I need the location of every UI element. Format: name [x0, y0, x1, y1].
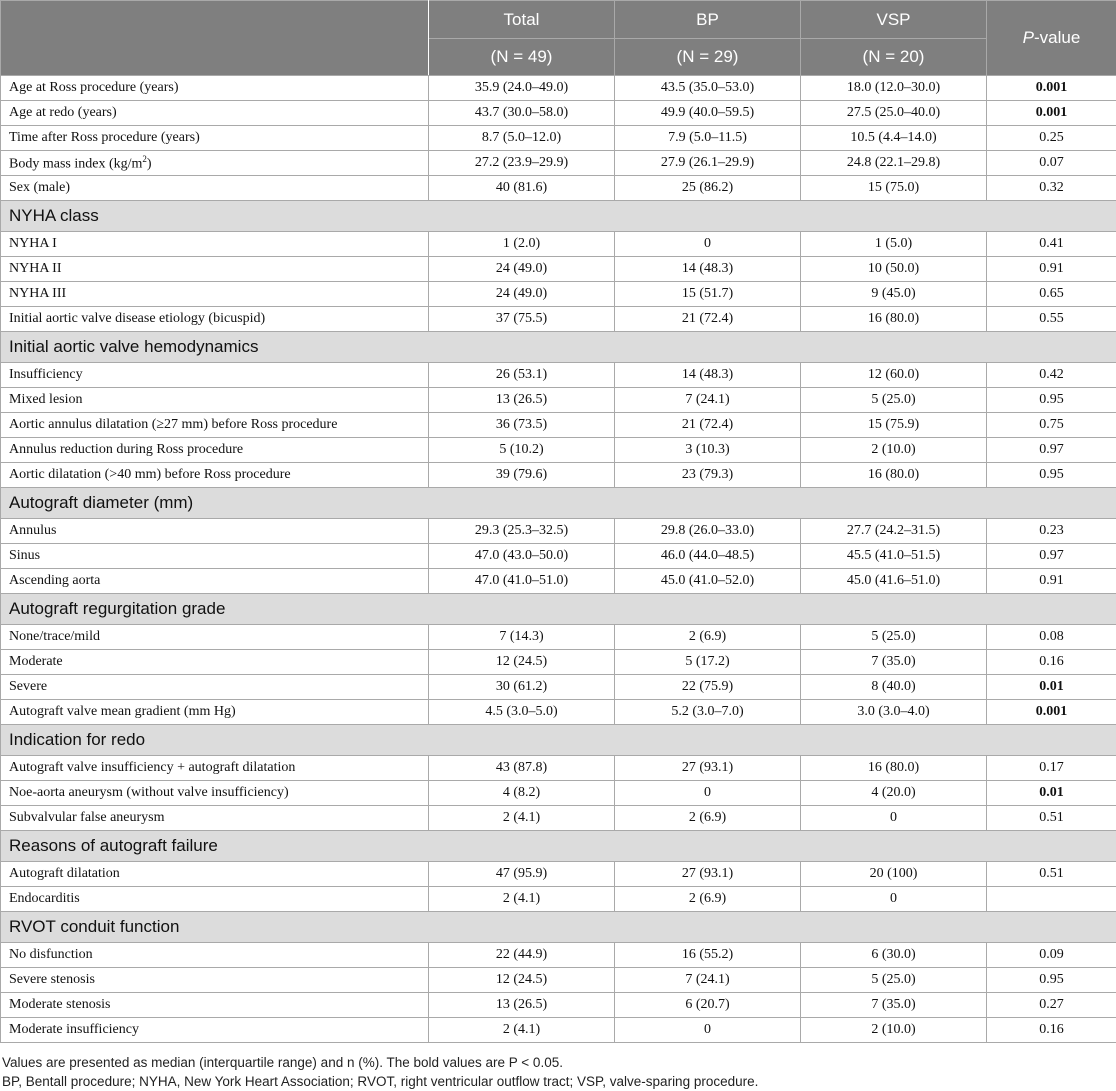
- cell-p-value: 0.16: [987, 1018, 1116, 1043]
- table-row: [1, 700, 1116, 725]
- table-row: [1, 625, 1116, 650]
- cell-p-value: 0.08: [987, 625, 1116, 650]
- header-p-value: [987, 1, 1116, 76]
- cell-bp: 2 (6.9): [615, 625, 801, 650]
- section-header-row: [1, 831, 1116, 862]
- row-label: [1, 388, 429, 413]
- section-header-row: [1, 594, 1116, 625]
- row-label: [1, 887, 429, 912]
- table-row: [1, 388, 1116, 413]
- table-header: [1, 1, 1116, 76]
- row-label: [1, 101, 429, 126]
- section-title: RVOT conduit function: [1, 912, 1116, 943]
- cell-p-value: 0.95: [987, 968, 1116, 993]
- cell-vsp: 8 (40.0): [801, 675, 987, 700]
- cell-vsp: 2 (10.0): [801, 1018, 987, 1043]
- cell-total: 12 (24.5): [429, 650, 615, 675]
- row-label-text: Autograft valve insufficiency + autograft dilatation: [9, 760, 296, 775]
- header-bp: BP: [615, 1, 801, 39]
- cell-total: 13 (26.5): [429, 993, 615, 1018]
- section-header-row: [1, 725, 1116, 756]
- table-row: [1, 101, 1116, 126]
- row-label: [1, 282, 429, 307]
- cell-total: 22 (44.9): [429, 943, 615, 968]
- row-label-text: Aortic dilatation (>40 mm) before Ross procedure: [9, 467, 291, 482]
- header-vsp: VSP: [801, 1, 987, 39]
- cell-total: 5 (10.2): [429, 438, 615, 463]
- table-row: [1, 544, 1116, 569]
- row-label-text: Insufficiency: [9, 367, 83, 382]
- row-label: [1, 781, 429, 806]
- table-row: [1, 282, 1116, 307]
- cell-vsp: 15 (75.0): [801, 176, 987, 201]
- cell-total: 43 (87.8): [429, 756, 615, 781]
- row-label-text: Severe stenosis: [9, 972, 95, 987]
- row-label-text: Autograft valve mean gradient (mm Hg): [9, 704, 236, 719]
- table-row: [1, 232, 1116, 257]
- cell-vsp: 16 (80.0): [801, 463, 987, 488]
- cell-vsp: 3.0 (3.0–4.0): [801, 700, 987, 725]
- row-label-text: Severe: [9, 679, 48, 694]
- cell-bp: 7 (24.1): [615, 388, 801, 413]
- row-label: [1, 307, 429, 332]
- row-label-text: Autograft dilatation: [9, 866, 120, 881]
- row-label-text: Age at redo (years): [9, 105, 117, 120]
- cell-p-value: 0.01: [987, 675, 1116, 700]
- cell-p-value: 0.75: [987, 413, 1116, 438]
- cell-p-value: 0.27: [987, 993, 1116, 1018]
- cell-total: 43.7 (30.0–58.0): [429, 101, 615, 126]
- header-n-total: (N = 49): [429, 39, 615, 76]
- cell-vsp: 16 (80.0): [801, 307, 987, 332]
- cell-bp: 0: [615, 1018, 801, 1043]
- cell-bp: 15 (51.7): [615, 282, 801, 307]
- cell-total: 2 (4.1): [429, 806, 615, 831]
- cell-total: 36 (73.5): [429, 413, 615, 438]
- row-label-text: Endocarditis: [9, 891, 80, 906]
- row-label-text: Mixed lesion: [9, 392, 83, 407]
- cell-vsp: 5 (25.0): [801, 625, 987, 650]
- row-label-text: Moderate: [9, 654, 63, 669]
- table-row: [1, 968, 1116, 993]
- cell-bp: 14 (48.3): [615, 363, 801, 388]
- row-label: [1, 625, 429, 650]
- row-label: [1, 756, 429, 781]
- section-title: NYHA class: [1, 201, 1116, 232]
- cell-p-value: 0.91: [987, 257, 1116, 282]
- row-label: [1, 806, 429, 831]
- row-label-text: Annulus reduction during Ross procedure: [9, 442, 244, 457]
- row-label-text: Body mass index (kg/m: [9, 156, 143, 172]
- cell-p-value: 0.41: [987, 232, 1116, 257]
- cell-bp: 16 (55.2): [615, 943, 801, 968]
- row-label: [1, 151, 429, 176]
- row-label: [1, 463, 429, 488]
- cell-total: 1 (2.0): [429, 232, 615, 257]
- cell-bp: 46.0 (44.0–48.5): [615, 544, 801, 569]
- table-row: [1, 438, 1116, 463]
- cell-vsp: 0: [801, 887, 987, 912]
- row-label-superscript: 2: [142, 153, 147, 164]
- cell-bp: 23 (79.3): [615, 463, 801, 488]
- cell-total: 47.0 (43.0–50.0): [429, 544, 615, 569]
- cell-p-value: 0.09: [987, 943, 1116, 968]
- row-label-text: Sex (male): [9, 180, 71, 195]
- row-label: [1, 413, 429, 438]
- cell-total: 12 (24.5): [429, 968, 615, 993]
- cell-total: 24 (49.0): [429, 282, 615, 307]
- row-label-text: NYHA III: [9, 286, 67, 301]
- cell-vsp: 45.5 (41.0–51.5): [801, 544, 987, 569]
- header-corner-cell: [1, 1, 429, 76]
- table-row: [1, 675, 1116, 700]
- row-label: [1, 1018, 429, 1043]
- cell-bp: 5.2 (3.0–7.0): [615, 700, 801, 725]
- row-label: [1, 126, 429, 151]
- cell-p-value: 0.42: [987, 363, 1116, 388]
- row-label-text: Noe-aorta aneurysm (without valve insufficiency): [9, 785, 289, 800]
- cell-total: 4 (8.2): [429, 781, 615, 806]
- section-title: Autograft diameter (mm): [1, 488, 1116, 519]
- cell-p-value: 0.001: [987, 101, 1116, 126]
- cell-total: 7 (14.3): [429, 625, 615, 650]
- row-label-text: Age at Ross procedure (years): [9, 80, 179, 95]
- cell-bp: 27.9 (26.1–29.9): [615, 151, 801, 176]
- cell-bp: 29.8 (26.0–33.0): [615, 519, 801, 544]
- row-label: [1, 544, 429, 569]
- row-label: [1, 700, 429, 725]
- cell-vsp: 18.0 (12.0–30.0): [801, 76, 987, 101]
- cell-vsp: 9 (45.0): [801, 282, 987, 307]
- cell-vsp: 16 (80.0): [801, 756, 987, 781]
- cell-bp: 49.9 (40.0–59.5): [615, 101, 801, 126]
- row-label: [1, 650, 429, 675]
- cell-p-value: 0.91: [987, 569, 1116, 594]
- table-row: [1, 257, 1116, 282]
- row-label-text: Ascending aorta: [9, 573, 101, 588]
- table-row: [1, 943, 1116, 968]
- cell-bp: 7.9 (5.0–11.5): [615, 126, 801, 151]
- cell-p-value: 0.55: [987, 307, 1116, 332]
- section-title: Autograft regurgitation grade: [1, 594, 1116, 625]
- table-row: [1, 413, 1116, 438]
- cell-total: 13 (26.5): [429, 388, 615, 413]
- cell-total: 24 (49.0): [429, 257, 615, 282]
- cell-total: 4.5 (3.0–5.0): [429, 700, 615, 725]
- table-row: [1, 862, 1116, 887]
- row-label-text: Aortic annulus dilatation (≥27 mm) before Ross procedure: [9, 417, 338, 432]
- cell-bp: 6 (20.7): [615, 993, 801, 1018]
- cell-vsp: 7 (35.0): [801, 650, 987, 675]
- cell-vsp: 2 (10.0): [801, 438, 987, 463]
- cell-bp: 0: [615, 781, 801, 806]
- table-row: [1, 76, 1116, 101]
- table-row: [1, 176, 1116, 201]
- cell-p-value: 0.51: [987, 862, 1116, 887]
- cell-p-value: 0.07: [987, 151, 1116, 176]
- row-label: [1, 569, 429, 594]
- row-label: [1, 968, 429, 993]
- cell-vsp: 12 (60.0): [801, 363, 987, 388]
- header-p-letter: P: [1022, 28, 1035, 47]
- table-row: [1, 519, 1116, 544]
- header-n-bp: (N = 29): [615, 39, 801, 76]
- row-label-text: NYHA I: [9, 236, 57, 251]
- header-total: Total: [429, 1, 615, 39]
- row-label: [1, 176, 429, 201]
- cell-bp: 3 (10.3): [615, 438, 801, 463]
- cell-total: 8.7 (5.0–12.0): [429, 126, 615, 151]
- cell-vsp: 24.8 (22.1–29.8): [801, 151, 987, 176]
- cell-p-value: 0.23: [987, 519, 1116, 544]
- row-label: [1, 675, 429, 700]
- section-header-row: [1, 488, 1116, 519]
- section-header-row: [1, 332, 1116, 363]
- cell-p-value: 0.51: [987, 806, 1116, 831]
- cell-bp: 2 (6.9): [615, 806, 801, 831]
- row-label-text: NYHA II: [9, 261, 62, 276]
- cell-bp: 14 (48.3): [615, 257, 801, 282]
- cell-p-value: 0.95: [987, 463, 1116, 488]
- table-row: [1, 806, 1116, 831]
- row-label: [1, 993, 429, 1018]
- row-label: [1, 232, 429, 257]
- cell-vsp: 6 (30.0): [801, 943, 987, 968]
- row-label: [1, 257, 429, 282]
- row-label: [1, 862, 429, 887]
- row-label: [1, 943, 429, 968]
- cell-bp: 25 (86.2): [615, 176, 801, 201]
- cell-vsp: 20 (100): [801, 862, 987, 887]
- section-title: Reasons of autograft failure: [1, 831, 1116, 862]
- section-title: Initial aortic valve hemodynamics: [1, 332, 1116, 363]
- cell-total: 35.9 (24.0–49.0): [429, 76, 615, 101]
- cell-vsp: 10 (50.0): [801, 257, 987, 282]
- table-row: [1, 151, 1116, 176]
- table-row: [1, 650, 1116, 675]
- cell-vsp: 15 (75.9): [801, 413, 987, 438]
- cell-p-value: 0.001: [987, 76, 1116, 101]
- cell-bp: 0: [615, 232, 801, 257]
- footnote-abbreviations: BP, Bentall procedure; NYHA, New York Heart Association; RVOT, right ventricular outflow tract; VSP, valve-sparing procedure.: [2, 1074, 759, 1089]
- cell-vsp: 10.5 (4.4–14.0): [801, 126, 987, 151]
- row-label-text: Initial aortic valve disease etiology (bicuspid): [9, 311, 266, 326]
- cell-p-value: 0.32: [987, 176, 1116, 201]
- cell-bp: 43.5 (35.0–53.0): [615, 76, 801, 101]
- cell-total: 2 (4.1): [429, 887, 615, 912]
- cell-total: 2 (4.1): [429, 1018, 615, 1043]
- cell-vsp: 0: [801, 806, 987, 831]
- cell-total: 40 (81.6): [429, 176, 615, 201]
- table-row: [1, 569, 1116, 594]
- table-row: [1, 463, 1116, 488]
- row-label-text: Subvalvular false aneurysm: [9, 810, 165, 825]
- cell-bp: 45.0 (41.0–52.0): [615, 569, 801, 594]
- table-row: [1, 126, 1116, 151]
- cell-vsp: 45.0 (41.6–51.0): [801, 569, 987, 594]
- table-row: [1, 993, 1116, 1018]
- row-label-text: Time after Ross procedure (years): [9, 130, 200, 145]
- row-label-text: Moderate insufficiency: [9, 1022, 139, 1037]
- row-label-text: Sinus: [9, 548, 41, 563]
- cell-bp: 22 (75.9): [615, 675, 801, 700]
- cell-p-value: 0.17: [987, 756, 1116, 781]
- cell-total: 30 (61.2): [429, 675, 615, 700]
- section-header-row: [1, 912, 1116, 943]
- row-label: [1, 76, 429, 101]
- cell-total: 26 (53.1): [429, 363, 615, 388]
- cell-p-value: 0.95: [987, 388, 1116, 413]
- cell-vsp: 5 (25.0): [801, 968, 987, 993]
- cell-vsp: 27.7 (24.2–31.5): [801, 519, 987, 544]
- cell-p-value: [987, 887, 1116, 912]
- cell-vsp: 4 (20.0): [801, 781, 987, 806]
- footnote-values: Values are presented as median (interquartile range) and n (%). The bold values are P < 0.05.: [2, 1055, 563, 1070]
- cell-bp: 27 (93.1): [615, 862, 801, 887]
- cell-total: 39 (79.6): [429, 463, 615, 488]
- table-body: [1, 76, 1116, 1043]
- cell-p-value: 0.25: [987, 126, 1116, 151]
- table-row: [1, 307, 1116, 332]
- cell-vsp: 27.5 (25.0–40.0): [801, 101, 987, 126]
- table-footnotes: [2, 1053, 1114, 1091]
- row-label-text: Moderate stenosis: [9, 997, 111, 1012]
- cell-vsp: 1 (5.0): [801, 232, 987, 257]
- row-label-suffix: ): [146, 156, 152, 172]
- table-row: [1, 1018, 1116, 1043]
- cell-p-value: 0.01: [987, 781, 1116, 806]
- cell-p-value: 0.97: [987, 438, 1116, 463]
- row-label: [1, 363, 429, 388]
- row-label: [1, 519, 429, 544]
- table-row: [1, 781, 1116, 806]
- row-label-text: None/trace/mild: [9, 629, 100, 644]
- cell-total: 27.2 (23.9–29.9): [429, 151, 615, 176]
- cell-p-value: 0.16: [987, 650, 1116, 675]
- section-title: Indication for redo: [1, 725, 1116, 756]
- row-label-text: No disfunction: [9, 947, 93, 962]
- header-n-vsp: (N = 20): [801, 39, 987, 76]
- cell-vsp: 5 (25.0): [801, 388, 987, 413]
- cell-bp: 21 (72.4): [615, 413, 801, 438]
- row-label: [1, 438, 429, 463]
- cell-vsp: 7 (35.0): [801, 993, 987, 1018]
- header-p-suffix: -value: [1034, 28, 1081, 47]
- cell-total: 37 (75.5): [429, 307, 615, 332]
- section-header-row: [1, 201, 1116, 232]
- cell-p-value: 0.97: [987, 544, 1116, 569]
- cell-total: 29.3 (25.3–32.5): [429, 519, 615, 544]
- cell-p-value: 0.65: [987, 282, 1116, 307]
- cell-p-value: 0.001: [987, 700, 1116, 725]
- cell-total: 47.0 (41.0–51.0): [429, 569, 615, 594]
- table-row: [1, 756, 1116, 781]
- cell-total: 47 (95.9): [429, 862, 615, 887]
- cell-bp: 2 (6.9): [615, 887, 801, 912]
- cell-bp: 5 (17.2): [615, 650, 801, 675]
- table-row: [1, 363, 1116, 388]
- table-row: [1, 887, 1116, 912]
- cell-bp: 7 (24.1): [615, 968, 801, 993]
- cell-bp: 21 (72.4): [615, 307, 801, 332]
- row-label-text: Annulus: [9, 523, 57, 538]
- cell-bp: 27 (93.1): [615, 756, 801, 781]
